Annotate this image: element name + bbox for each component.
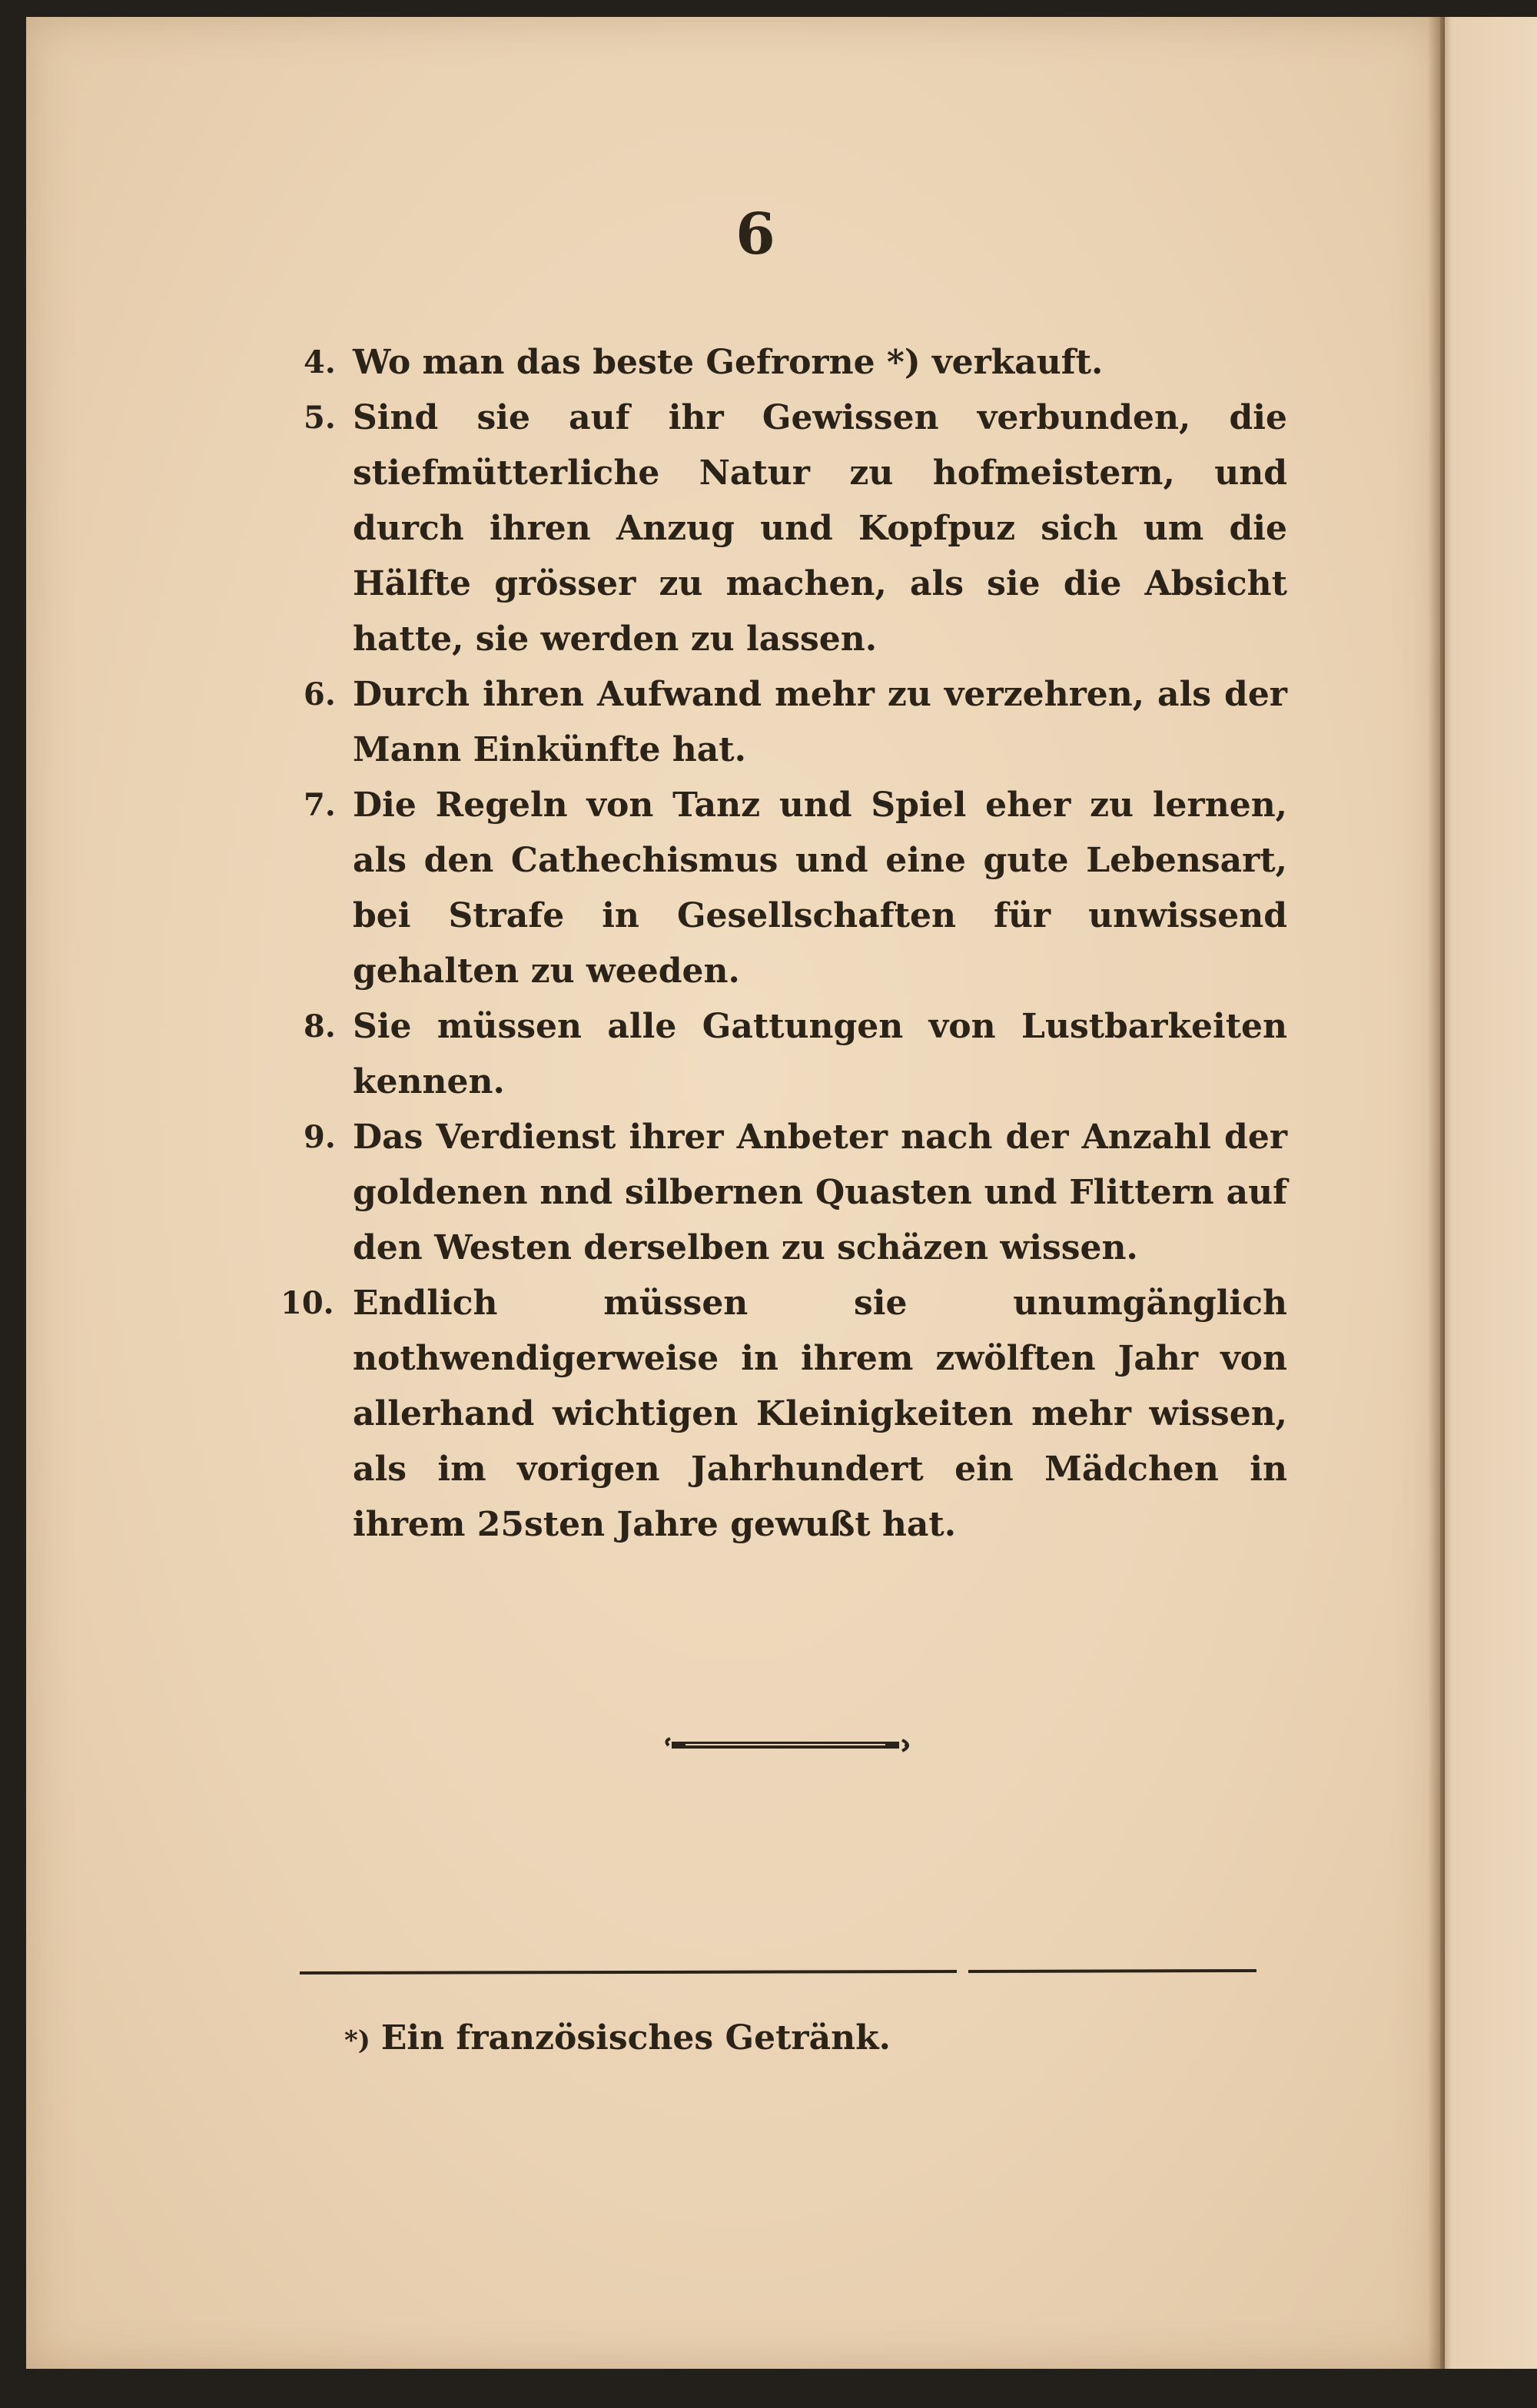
list-item — [296, 778, 1287, 999]
list-item — [296, 390, 1287, 667]
item-text: Sie müssen alle Gattungen von Lustbarkeiten kennen. — [353, 1007, 1287, 1101]
list-item — [296, 999, 1287, 1110]
list-item — [296, 667, 1287, 778]
footnote-marker: *) — [344, 2025, 370, 2056]
item-text: Sind sie auf ihr Gewissen verbunden, die stiefmütterliche Natur zu hofmeistern, und durch ihren Anzug und Kopfpuz sich um die Hälfte grösser zu machen, als sie die Absicht hatte, sie werden zu lassen. — [353, 398, 1287, 659]
item-number: 6. — [304, 676, 336, 712]
body-text — [281, 335, 1287, 1553]
next-page-edge — [1440, 17, 1537, 2369]
item-text: Die Regeln von Tanz und Spiel eher zu lernen, als den Cathechismus und eine gute Lebensart, bei Strafe in Gesellschaften für unwissend gehalten zu weeden. — [353, 786, 1287, 991]
page-number: 6 — [735, 201, 775, 267]
item-number: 8. — [304, 1008, 336, 1045]
item-text: Wo man das beste Gefrorne *) verkauft. — [353, 343, 1104, 382]
list-item — [281, 1276, 1287, 1553]
item-number: 9. — [304, 1119, 336, 1155]
footnote — [344, 2018, 891, 2058]
item-text: Das Verdienst ihrer Anbeter nach der Anzahl der goldenen nnd silbernen Quasten und Flittern auf den Westen derselben zu schäzen wissen. — [353, 1118, 1287, 1267]
list-item — [296, 335, 1287, 390]
footnote-text: Ein französisches Getränk. — [380, 2018, 891, 2058]
ornament-divider — [662, 1734, 916, 1757]
footnote-rule — [300, 1965, 1256, 1980]
list-item — [296, 1110, 1287, 1276]
item-number: 5. — [304, 400, 336, 436]
item-number: 10. — [281, 1285, 334, 1321]
item-text: Endlich müssen sie unumgänglich nothwendigerweise in ihrem zwölften Jahr von allerhand wichtigen Kleinigkeiten mehr wissen, als im vorigen Jahrhundert ein Mädchen in ihrem 25sten Jahre gewußt hat. — [353, 1284, 1287, 1544]
item-text: Durch ihren Aufwand mehr zu verzehren, als der Mann Einkünfte hat. — [353, 675, 1287, 769]
item-number: 7. — [304, 787, 336, 823]
page-fold-shadow — [1428, 17, 1445, 2369]
item-number: 4. — [304, 344, 336, 380]
